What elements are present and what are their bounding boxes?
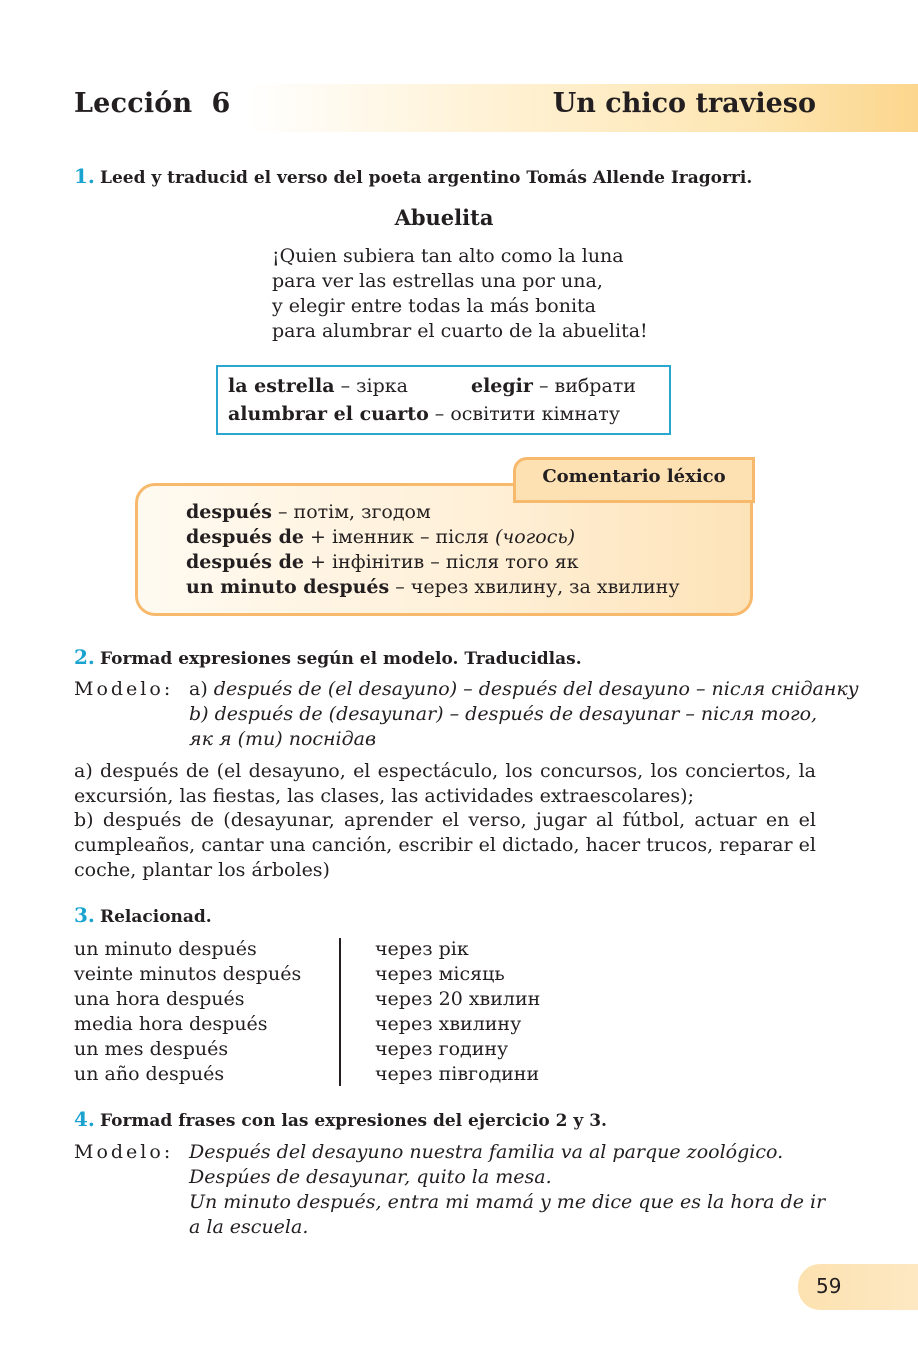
comment-row: después de + іменник – після (чогось) [186,526,576,548]
poem-title: Abuelita [394,205,494,230]
model-sentence: a la escuela. [189,1216,309,1238]
model-b-continued: як я (ти) поснідав [189,728,377,750]
match-left-item: un mes después [74,1038,229,1060]
match-left-item: un año después [74,1063,225,1085]
modelo-label: Modelo: [74,1141,174,1163]
poem-line: para alumbrar el cuarto de la abuelita! [272,320,648,342]
exercise-3-heading [74,903,212,927]
exercise-1-heading [74,164,752,188]
exercise-2-body-a: a) después de (el desayuno, el espectáculo, los concursos, los conciertos, la excursión, las fiestas, las clases, las actividades extraescolares); [74,760,816,807]
match-right-item: через місяць [375,963,505,985]
exercise-4-heading [74,1107,607,1131]
exercise-number: 4. [74,1107,95,1131]
model-sentence: Un minuto después, entra mi mamá y me dice que es la hora de ir [189,1191,826,1213]
match-right-item: через годину [375,1038,509,1060]
match-left-item: media hora después [74,1013,268,1035]
exercise-instruction: Formad expresiones según el modelo. Traducidlas. [99,649,582,669]
vocab-item: alumbrar el cuarto – освітити кімнату [228,403,620,425]
match-left-item: una hora después [74,988,245,1010]
comment-row: después – потім, згодом [186,501,431,523]
lesson-label: Lección 6 [74,88,231,119]
exercise-number: 1. [74,164,95,188]
exercise-instruction: Formad frases con las expresiones del ejercicio 2 y 3. [99,1111,607,1131]
comment-title: Comentario léxico [542,466,726,487]
match-right-item: через 20 хвилин [375,988,541,1010]
exercise-number: 2. [74,645,95,669]
match-left-item: veinte minutos después [74,963,302,985]
exercise-instruction: Leed y traducid el verso del poeta argentino Tomás Allende Iragorri. [99,168,753,188]
modelo-label: Modelo: [74,678,174,700]
comment-row: después de + інфінітив – після того як [186,551,579,573]
vocab-item: la estrella – зірка [228,375,408,397]
poem-line: ¡Quien subiera tan alto como la luna [272,245,624,267]
model-sentence: Después del desayuno nuestra familia va al parque zoológico. [189,1141,784,1163]
vocab-item: elegir – вибрати [471,375,636,397]
exercise-instruction: Relacionad. [99,907,212,927]
poem-line: y elegir entre todas la más bonita [272,295,596,317]
model-a: a) después de (el desayuno) – después del desayuno – після сніданку [189,678,859,700]
column-divider [339,938,341,1086]
exercise-2-body-b: b) después de (desayunar, aprender el verso, jugar al fútbol, actuar en el cumpleaños, cantar una canción, escribir el dictado, hacer trucos, reparar el coche, plantar los árboles) [74,809,816,881]
match-right-item: через півгодини [375,1063,540,1085]
poem-line: para ver las estrellas una por una, [272,270,603,292]
match-left-item: un minuto después [74,938,257,960]
model-sentence: Despúes de desayunar, quito la mesa. [189,1166,552,1188]
match-right-item: через хвилину [375,1013,522,1035]
page-number: 59 [816,1274,842,1298]
match-right-item: через рік [375,938,469,960]
exercise-2-heading [74,645,582,669]
model-b: b) después de (desayunar) – después de desayunar – після того, [189,703,818,725]
lesson-title: Un chico travieso [552,88,816,119]
exercise-number: 3. [74,903,95,927]
comment-row: un minuto después – через хвилину, за хвилину [186,576,680,598]
